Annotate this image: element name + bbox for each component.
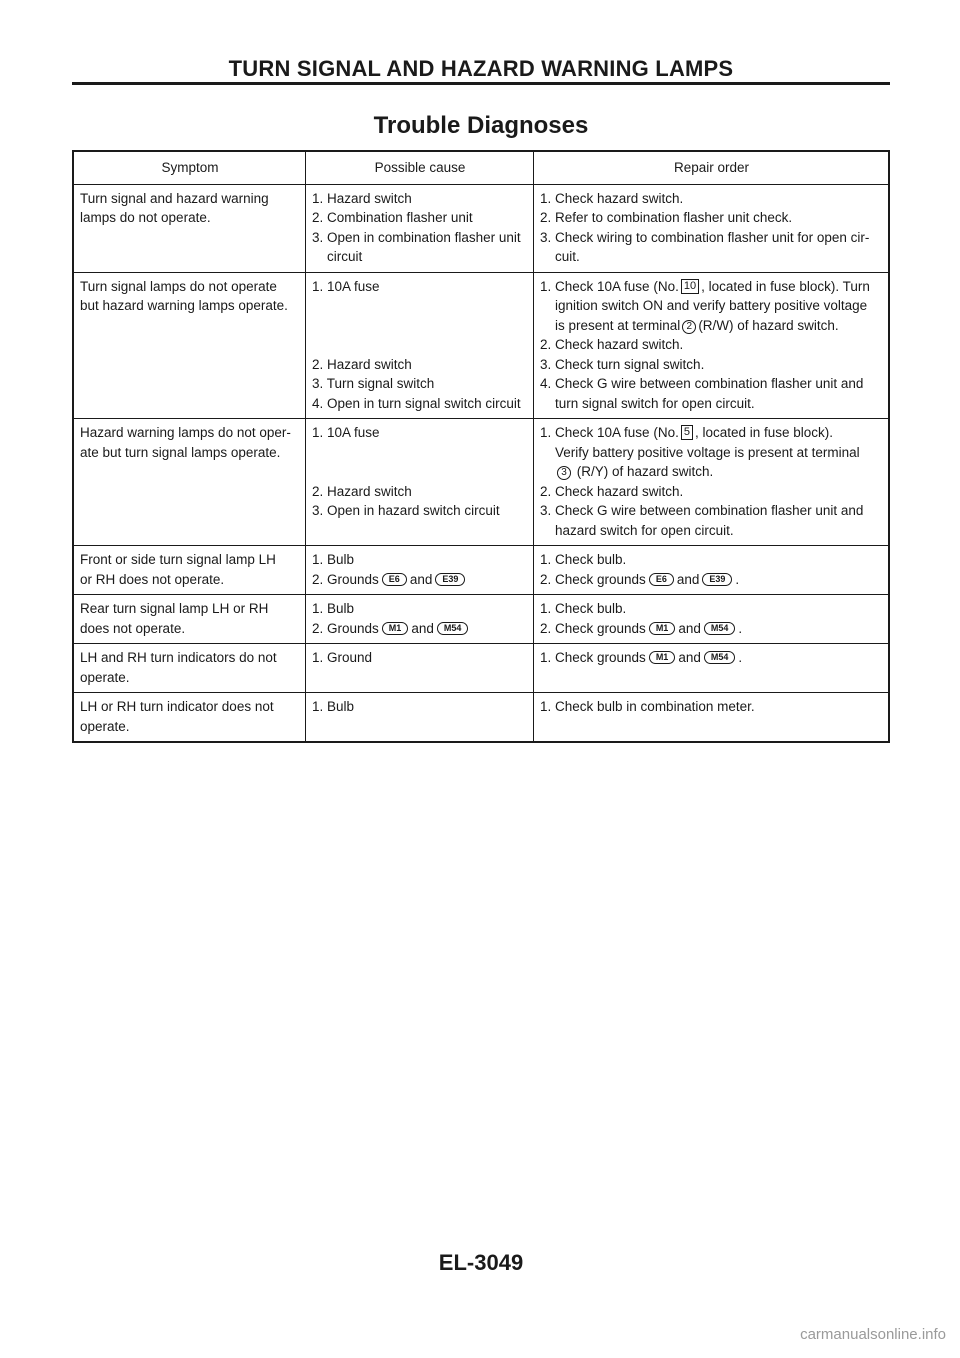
repair-cell: [533, 185, 888, 272]
cause-item: [312, 570, 528, 590]
symptom-text: but hazard warning lamps operate.: [80, 298, 288, 313]
fuse-number-box: 10: [681, 279, 699, 294]
repair-step: 3. Check turn signal switch.: [540, 356, 705, 372]
repair-text: .: [738, 650, 743, 665]
cause-item: 3. Turn signal switch: [312, 376, 435, 391]
symptom-text: Turn signal lamps do not operate: [80, 278, 277, 294]
cause-cell: [305, 419, 533, 545]
cause-text: 2. Grounds: [312, 620, 379, 636]
symptom-text: Front or side turn signal lamp LH: [80, 552, 276, 567]
repair-step: 2. Check hazard switch.: [540, 337, 684, 352]
terminal-number-circle: 3: [557, 466, 571, 480]
ground-connector-badge: M54: [704, 622, 736, 635]
cause-spacer: [312, 335, 528, 355]
table-row: [74, 272, 888, 419]
repair-cell: [533, 419, 888, 545]
repair-step: 3. Check wiring to combination flasher unit for open cir-: [540, 229, 870, 245]
cause-item: 3. Open in combination flasher unit: [312, 229, 521, 245]
table-row: [74, 184, 888, 272]
repair-cell: [533, 546, 888, 594]
ground-connector-badge: M54: [704, 651, 736, 664]
terminal-number-circle: 2: [682, 320, 696, 334]
repair-text: (R/W) of hazard switch.: [698, 317, 839, 333]
cause-text: 2. Grounds: [312, 571, 379, 587]
repair-text: .: [738, 620, 743, 636]
repair-step: cuit.: [555, 249, 580, 264]
symptom-text: lamps do not operate.: [80, 210, 211, 225]
cause-cell: [305, 644, 533, 692]
table-row: [74, 545, 888, 594]
page-number: EL-3049: [438, 1250, 524, 1275]
repair-step: Verify battery positive voltage is present at terminal: [555, 444, 860, 460]
cause-spacer: [312, 316, 528, 336]
repair-step: 1. Check bulb.: [540, 552, 627, 567]
repair-step: 1. Check bulb.: [540, 601, 627, 616]
repair-step: [540, 619, 883, 639]
symptom-text: ate but turn signal lamps operate.: [80, 444, 281, 460]
ground-connector-badge: M1: [382, 622, 409, 635]
ground-connector-badge: E6: [649, 573, 674, 586]
repair-text: 2. Check grounds: [540, 571, 646, 587]
symptom-cell: [74, 644, 305, 692]
repair-text: and: [678, 650, 701, 665]
table-row: [74, 692, 888, 741]
repair-cell: [533, 273, 888, 419]
symptom-text: does not operate.: [80, 620, 186, 636]
repair-cell: [533, 644, 888, 692]
fuse-number-box: 5: [681, 425, 693, 440]
ground-connector-badge: E39: [435, 573, 465, 586]
repair-step: 3. Check G wire between combination flasher unit and: [540, 503, 864, 518]
repair-text: 1. Check 10A fuse (No.: [540, 278, 679, 294]
cause-cell: [305, 693, 533, 741]
cause-item: 2. Combination flasher unit: [312, 210, 473, 225]
table-row: [74, 643, 888, 692]
symptom-text: or RH does not operate.: [80, 571, 225, 587]
repair-text: 2. Check grounds: [540, 620, 646, 636]
repair-step: turn signal switch for open circuit.: [555, 395, 755, 411]
symptom-text: LH and RH turn indicators do not: [80, 650, 277, 665]
repair-text: and: [676, 571, 700, 587]
ground-connector-badge: M54: [437, 622, 469, 635]
repair-step: 4. Check G wire between combination flasher unit and: [540, 376, 864, 391]
symptom-text: LH or RH turn indicator does not: [80, 699, 274, 714]
symptom-cell: [74, 693, 305, 741]
repair-text: is present at terminal: [555, 317, 681, 333]
watermark-link[interactable]: carmanualsonline.info: [800, 1326, 946, 1343]
column-header-symptom: Symptom: [161, 160, 219, 175]
cause-cell: [305, 546, 533, 594]
symptom-text: Turn signal and hazard warning: [80, 190, 269, 206]
cause-item: 4. Open in turn signal switch circuit: [312, 395, 521, 411]
repair-step: ignition switch ON and verify battery positive voltage: [555, 298, 868, 313]
ground-connector-badge: E39: [702, 573, 732, 586]
repair-text: and: [678, 620, 701, 636]
symptom-cell: [74, 273, 305, 419]
repair-step: [540, 423, 883, 443]
repair-step: [540, 462, 883, 482]
column-header-possible-cause: Possible cause: [305, 152, 533, 184]
cause-item: 1. 10A fuse: [312, 278, 380, 294]
cause-cell: [305, 185, 533, 272]
repair-step: hazard switch for open circuit.: [555, 522, 734, 538]
symptom-cell: [74, 595, 305, 643]
repair-step: 1. Check bulb in combination meter.: [540, 699, 755, 714]
trouble-diagnoses-table: [72, 150, 890, 743]
cause-item: 1. Bulb: [312, 601, 355, 616]
repair-step: 1. Check hazard switch.: [540, 190, 684, 206]
ground-connector-badge: M1: [649, 651, 676, 664]
cause-spacer: [312, 296, 528, 316]
repair-cell: [533, 595, 888, 643]
repair-step: [540, 316, 883, 336]
symptom-text: operate.: [80, 718, 130, 734]
repair-cell: [533, 693, 888, 741]
repair-step: 2. Refer to combination flasher unit check.: [540, 210, 793, 225]
cause-item: circuit: [327, 249, 363, 264]
header-divider: [72, 82, 890, 85]
cause-item: [312, 619, 528, 639]
running-header-title: TURN SIGNAL AND HAZARD WARNING LAMPS: [228, 56, 734, 81]
cause-item: 1. Bulb: [312, 699, 355, 714]
repair-text: , located in fuse block). Turn: [701, 278, 870, 294]
column-header-repair-order: Repair order: [533, 152, 888, 184]
symptom-text: operate.: [80, 669, 130, 685]
repair-step: [540, 648, 883, 668]
cause-cell: [305, 595, 533, 643]
ground-connector-badge: M1: [649, 622, 676, 635]
cause-item: 1. Bulb: [312, 552, 355, 567]
symptom-cell: [74, 185, 305, 272]
cause-spacer: [312, 443, 528, 463]
cause-cell: [305, 273, 533, 419]
repair-text: , located in fuse block).: [694, 425, 834, 440]
cause-spacer: [312, 462, 528, 482]
cause-item: 1. Ground: [312, 650, 373, 665]
symptom-text: Hazard warning lamps do not oper-: [80, 425, 291, 440]
symptom-cell: [74, 419, 305, 545]
cause-item: 2. Hazard switch: [312, 483, 412, 499]
repair-step: [540, 570, 883, 590]
cause-item: 1. 10A fuse: [312, 425, 380, 440]
cause-item: 2. Hazard switch: [312, 356, 412, 372]
repair-step: [540, 277, 883, 297]
table-row: [74, 418, 888, 545]
section-title: Trouble Diagnoses: [373, 112, 589, 139]
cause-item: 1. Hazard switch: [312, 190, 412, 206]
repair-step: 2. Check hazard switch.: [540, 483, 684, 499]
repair-text: (R/Y) of hazard switch.: [576, 464, 714, 479]
repair-text: 1. Check grounds: [540, 650, 646, 665]
repair-text: 1. Check 10A fuse (No.: [540, 425, 679, 440]
table-row: [74, 594, 888, 643]
symptom-cell: [74, 546, 305, 594]
repair-text: .: [735, 571, 740, 587]
cause-text: and: [409, 571, 433, 587]
cause-item: 3. Open in hazard switch circuit: [312, 503, 500, 518]
cause-text: and: [411, 620, 434, 636]
table-header-row: [74, 152, 888, 184]
ground-connector-badge: E6: [382, 573, 407, 586]
symptom-text: Rear turn signal lamp LH or RH: [80, 601, 269, 616]
